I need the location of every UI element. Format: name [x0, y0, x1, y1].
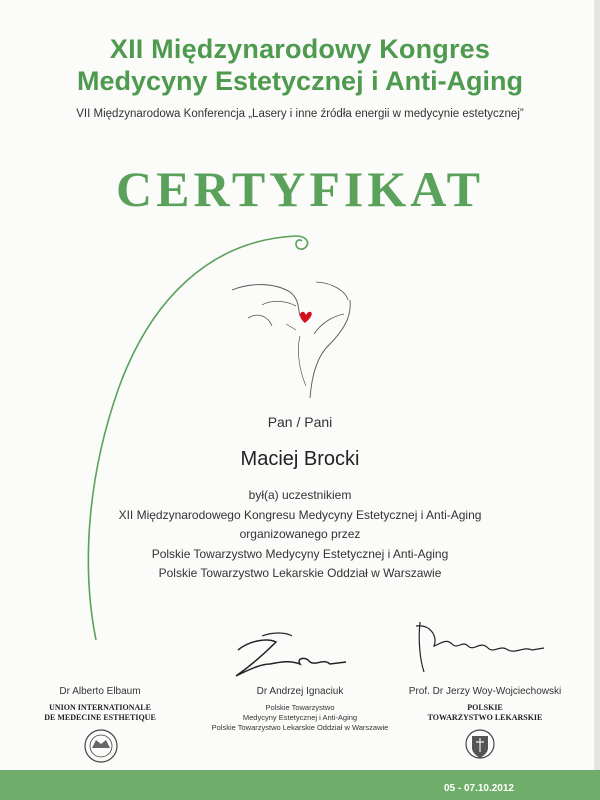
conference-subtitle: VII Międzynarodowa Konferencja „Lasery i inne źródła energii w medycynie estetycznej” [76, 108, 524, 120]
org-line: POLSKIE [467, 703, 503, 712]
org-line: Polskie Towarzystwo Lekarskie Oddział w Warszawie [211, 723, 389, 732]
body-line: organizowanego przez [239, 527, 361, 541]
signatory-center-org [190, 703, 410, 733]
body-line: Polskie Towarzystwo Medycyny Estetycznej i Anti-Aging [151, 546, 449, 561]
certificate-heading: CERTYFIKAT [116, 161, 484, 217]
event-date: 05 - 07.10.2012 [443, 783, 514, 794]
org-line: UNION INTERNATIONALE [49, 703, 151, 712]
signatory-right-org [390, 703, 580, 723]
signatory-left-org [30, 703, 170, 723]
signatory-left-name: Dr Alberto Elbaum [59, 686, 141, 697]
certificate-body [0, 486, 600, 584]
org-line: DE MEDECINE ESTHETIQUE [44, 713, 156, 722]
page-edge [594, 0, 600, 800]
recipient-name: Maciej Brocki [240, 448, 360, 470]
signatory-center [190, 686, 410, 733]
org-line: Medycyny Estetycznej i Anti-Aging [242, 713, 358, 722]
signatory-left [30, 686, 170, 723]
org-line: TOWARZYSTWO LEKARSKIE [427, 713, 543, 722]
body-line: XII Międzynarodowego Kongresu Medycyny Estetycznej i Anti-Aging [118, 507, 482, 522]
congress-title-line1: XII Międzynarodowy Kongres [109, 34, 491, 64]
congress-title-line2: Medycyny Estetycznej i Anti-Aging [76, 66, 524, 96]
body-line: Polskie Towarzystwo Lekarskie Oddział w Warszawie [158, 566, 442, 580]
org-line: Polskie Towarzystwo [265, 703, 335, 712]
signatory-right [390, 686, 580, 723]
body-line: był(a) uczestnikiem [248, 488, 352, 502]
signatory-right-name: Prof. Dr Jerzy Woy-Wojciechowski [408, 686, 562, 697]
signatory-center-name: Dr Andrzej Ignaciuk [256, 686, 344, 697]
salutation: Pan / Pani [267, 414, 333, 430]
